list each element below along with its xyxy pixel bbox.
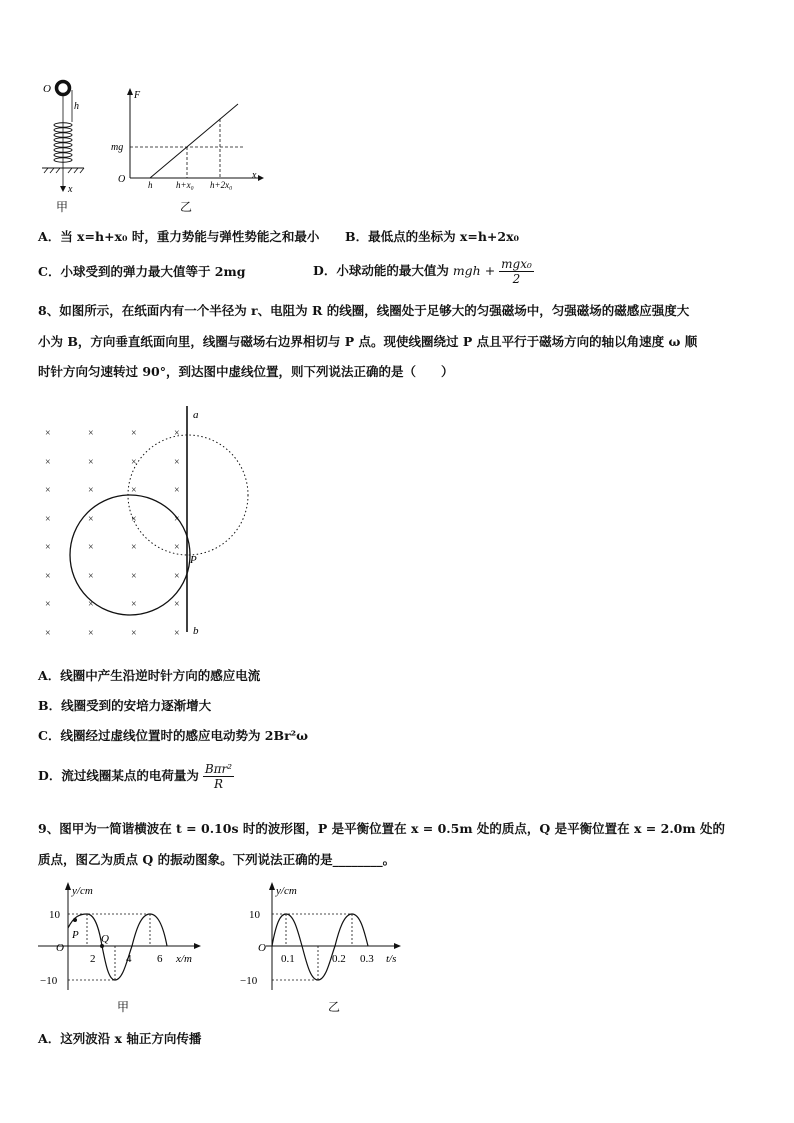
field-cross: × [45, 599, 51, 610]
q9-yi-tick-02: 0.2 [332, 953, 346, 965]
field-cross: × [131, 542, 137, 553]
q7-option-d-den: 2 [512, 272, 521, 286]
field-cross: × [131, 571, 137, 582]
q9-jia-xlabel: x/m [176, 953, 192, 965]
q9-yi-xlabel: t/s [386, 953, 397, 965]
q7-option-d-num: mgx₀ [501, 257, 532, 271]
q9-jia-o: O [56, 942, 64, 954]
field-cross: × [45, 457, 51, 468]
q9-jia-tick-4: 4 [126, 953, 132, 965]
q9-stem-line-2: 质点，图乙为质点 Q 的振动图象。下列说法正确的是________。 [38, 852, 396, 867]
q8-option-b: B．线圈受到的安培力逐渐增大 [38, 698, 212, 713]
q9-jia-tick-6: 6 [157, 953, 163, 965]
field-cross: × [131, 599, 137, 610]
field-cross: × [88, 457, 94, 468]
q7-jia-caption: 甲 [56, 200, 69, 214]
q8-stem-line-2: 小为 B，方向垂直纸面向里，线圈与磁场右边界相切与 P 点。现使线圈绕过 P 点且平行于磁场方向的轴以角速度 ω 顺 [38, 334, 698, 349]
field-cross: × [88, 428, 94, 439]
q9-yi-tick-01: 0.1 [281, 953, 295, 965]
field-cross: × [174, 514, 180, 525]
field-cross: × [45, 542, 51, 553]
field-cross: × [88, 571, 94, 582]
q7-option-d-fraction [499, 257, 534, 286]
field-cross: × [174, 428, 180, 439]
q8-option-d-num: Bπr² [204, 762, 233, 776]
q7-yi-o-label: O [118, 174, 126, 185]
field-cross: × [131, 485, 137, 496]
field-cross: × [131, 514, 137, 525]
field-cross: × [174, 457, 180, 468]
q8-label-p: P [190, 554, 197, 566]
field-cross: × [174, 485, 180, 496]
q7-option-a: A．当 x=h+x₀ 时，重力势能与弹性势能之和最小 [38, 229, 320, 244]
q8-option-d [38, 762, 234, 798]
q7-yi-mg-label: mg [111, 142, 124, 153]
field-cross: × [131, 457, 137, 468]
q9-yi-o: O [258, 942, 266, 954]
q7-fig-yi-graph [108, 86, 268, 196]
field-cross: × [45, 485, 51, 496]
q9-yi-caption: 乙 [328, 1000, 341, 1014]
field-cross: × [88, 628, 94, 639]
q8-figure [38, 400, 268, 650]
q9-yi-ybot: −10 [240, 975, 258, 987]
q7-yi-f-label: F [134, 90, 141, 101]
q9-jia-tick-2: 2 [90, 953, 96, 965]
q9-stem-line-1: 9、图甲为一简谐横波在 t = 0.10s 时的波形图，P 是平衡位置在 x = 0.5m 处的质点，Q 是平衡位置在 x = 2.0m 处的 [38, 821, 725, 836]
q9-yi-tick-03: 0.3 [360, 953, 374, 965]
q9-yi-ytop: 10 [249, 909, 260, 921]
q8-label-b: b [193, 625, 199, 637]
field-cross: × [88, 542, 94, 553]
q7-option-b: B．最低点的坐标为 x=h+2x₀ [345, 229, 520, 244]
q7-option-d [313, 257, 534, 287]
q9-jia-ylabel: y/cm [72, 885, 93, 897]
q8-option-d-den: R [213, 777, 223, 791]
field-cross: × [174, 628, 180, 639]
q8-option-d-fraction [203, 762, 234, 791]
q9-jia-ytop: 10 [49, 909, 60, 921]
field-cross: × [174, 571, 180, 582]
q7-option-d-mgh: mgh + [452, 263, 496, 278]
q9-jia-q: Q [101, 933, 109, 945]
field-cross: × [45, 571, 51, 582]
q9-yi-ylabel: y/cm [276, 885, 297, 897]
q7-jia-o-label: O [43, 83, 51, 95]
field-cross: × [174, 542, 180, 553]
field-cross: × [88, 599, 94, 610]
q7-jia-x-label: x [68, 184, 73, 195]
q8-stem-line-3: 时针方向匀速转过 90°，到达图中虚线位置，则下列说法正确的是（ ） [38, 364, 454, 379]
q7-yi-caption: 乙 [180, 200, 193, 214]
q9-fig-jia-waveform [38, 878, 208, 998]
field-cross: × [88, 514, 94, 525]
q7-yi-x-label: x [252, 170, 257, 181]
q9-option-a: A．这列波沿 x 轴正方向传播 [38, 1031, 202, 1046]
q9-fig-yi-vibration [236, 878, 406, 998]
q7-fig-jia-spring [38, 78, 98, 218]
q9-jia-p: P [72, 929, 79, 941]
q7-yi-tick-h2x0: h+2x₀ [210, 180, 233, 190]
q7-yi-tick-h: h [148, 180, 153, 190]
q9-jia-caption: 甲 [117, 1000, 130, 1014]
field-cross: × [131, 628, 137, 639]
q7-option-d-prefix: D．小球动能的最大值为 [313, 263, 449, 278]
q8-option-a: A．线圈中产生沿逆时针方向的感应电流 [38, 668, 261, 683]
field-cross: × [131, 428, 137, 439]
q7-yi-tick-hx0: h+x₀ [176, 180, 194, 190]
q8-option-c: C．线圈经过虚线位置时的感应电动势为 2Br²ω [38, 728, 309, 743]
q7-jia-h-label: h [74, 101, 79, 112]
field-cross: × [45, 628, 51, 639]
field-cross: × [45, 428, 51, 439]
field-cross: × [45, 514, 51, 525]
q8-option-d-prefix: D．流过线圈某点的电荷量为 [38, 768, 199, 783]
field-cross: × [174, 599, 180, 610]
q9-jia-ybot: −10 [40, 975, 58, 987]
q8-label-a: a [193, 409, 199, 421]
q7-option-c: C．小球受到的弹力最大值等于 2mg [38, 264, 246, 279]
q8-stem-line-1: 8、如图所示，在纸面内有一个半径为 r、电阻为 R 的线圈，线圈处于足够大的匀强磁场中，匀强磁场的磁感应强度大 [38, 303, 690, 318]
field-cross: × [88, 485, 94, 496]
